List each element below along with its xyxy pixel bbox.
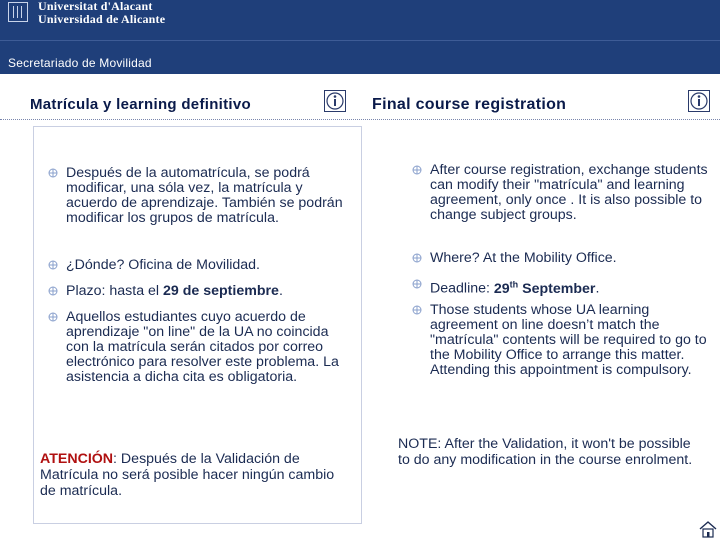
university-name-line1: Universitat d'Alacant [38, 0, 153, 13]
list-item [48, 166, 348, 248]
bullet-icon [48, 286, 58, 296]
bullet-text: Those students whose UA learning agreement on line doesn’t match the "matrícula" contents will be required to go to the Mobility Office to arrange this matter. Attending this appointment is compulsory. [430, 302, 707, 378]
info-icon[interactable] [324, 90, 346, 112]
attention-text: : Después de la Validación de Matrícula no será posible hacer ningún cambio de matrícula. [40, 451, 335, 499]
bullet-text: . [278, 283, 283, 299]
left-section-title: Matrícula y learning definitivo [30, 96, 252, 113]
english-note: NOTE: After the Validation, it won't be possible to do any modification in the course enrolment. [398, 436, 693, 468]
spanish-bullet-list [48, 166, 348, 395]
bullet-text: Deadline: [430, 280, 494, 297]
english-bullet-list [412, 163, 712, 388]
header-band [0, 0, 720, 74]
bullet-text: Where? At the Mobility Office. [430, 250, 617, 266]
bullet-text: Plazo: hasta el [66, 283, 164, 299]
attention-note [40, 451, 340, 499]
list-item [412, 303, 712, 378]
header-divider [0, 40, 720, 41]
home-icon[interactable] [698, 520, 718, 538]
bullet-icon [48, 168, 58, 178]
university-name-line2: Universidad de Alicante [38, 12, 166, 26]
list-item [48, 284, 348, 300]
list-item [412, 163, 712, 241]
bullet-icon [48, 260, 58, 270]
list-item [412, 251, 712, 267]
bullet-text: Después de la automatrícula, se podrá modificar, una sóla vez, la matrícula y acuerdo de aprendizaje. También se podrán modificar los grupos de matrícula. [66, 165, 343, 226]
department-name: Secretariado de Movilidad [8, 56, 152, 70]
bullet-icon [48, 312, 58, 322]
attention-label: ATENCIÓN [40, 451, 114, 467]
list-item [48, 258, 348, 274]
bullet-text: ¿Dónde? Oficina de Movilidad. [66, 257, 260, 273]
bullet-text: Aquellos estudiantes cuyo acuerdo de aprendizaje "on line" de la UA no coincida con la matrícula serán citados por correo electrónico para resolver este problema. La asistencia a dicha cita es obligatoria. [66, 309, 339, 385]
list-item [412, 277, 712, 297]
title-separator [0, 119, 720, 120]
bullet-text: . [595, 280, 600, 297]
bullet-icon [412, 253, 422, 263]
bullet-text: After course registration, exchange students can modify their "matrícula" and learning agreement, only once . It is also possible to change subject groups. [430, 162, 708, 223]
deadline-date: 29 de septiembre [163, 283, 279, 299]
bullet-icon [412, 279, 422, 289]
bullet-icon [412, 305, 422, 315]
bullet-icon [412, 165, 422, 175]
right-section-title: Final course registration [372, 96, 567, 113]
info-icon[interactable] [688, 90, 710, 112]
list-item [48, 310, 348, 385]
deadline-date: 29th September [493, 279, 596, 297]
university-logo-icon [8, 2, 28, 22]
